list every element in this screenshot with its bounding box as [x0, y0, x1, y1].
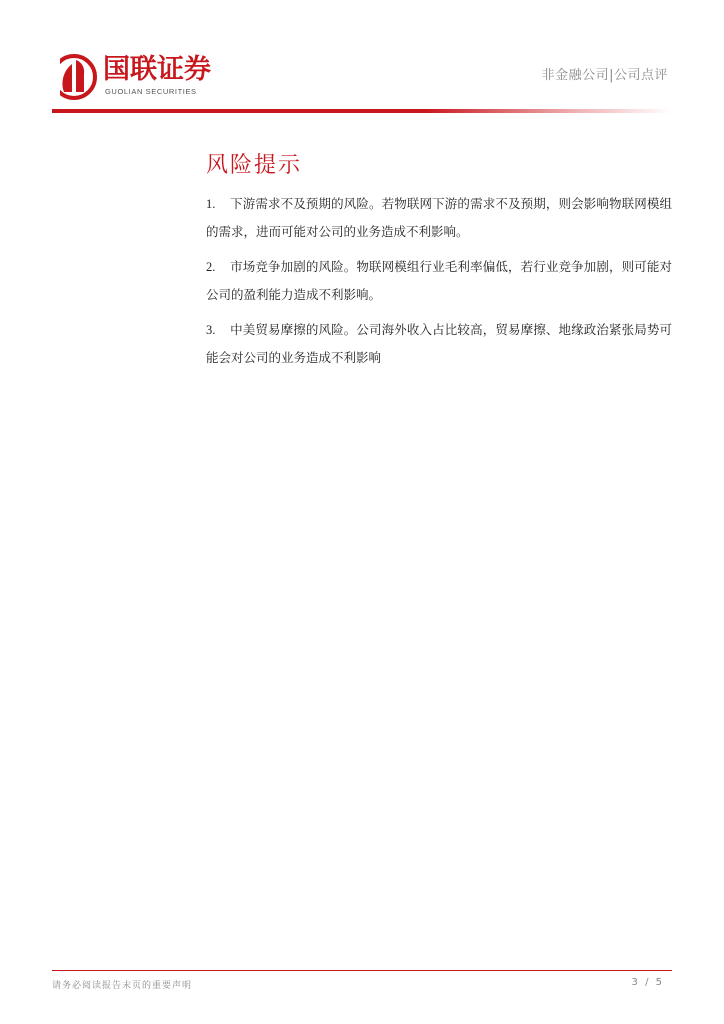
page-header [0, 0, 724, 120]
page-number: 3 / 5 [631, 977, 664, 988]
header-divider [52, 109, 672, 113]
logo-name-en: GUOLIAN SECURITIES [105, 87, 197, 96]
risk-item [206, 316, 672, 371]
risk-item-text: 市场竞争加剧的风险。物联网模组行业毛利率偏低，若行业竞争加剧，则可能对公司的盈利能力造成不利影响。 [206, 259, 672, 302]
risk-item-number: 2. [206, 260, 216, 274]
section-title: 风险提示 [206, 153, 303, 178]
risk-item-number: 1. [206, 197, 216, 211]
company-logo [50, 52, 240, 100]
risk-item-text: 下游需求不及预期的风险。若物联网下游的需求不及预期，则会影响物联网模组的需求，进而可能对公司的业务造成不利影响。 [206, 196, 672, 239]
footer-disclaimer: 请务必阅读报告末页的重要声明 [52, 981, 193, 991]
risk-item [206, 253, 672, 308]
risk-item-number: 3. [206, 323, 216, 337]
guolian-logo-icon [50, 52, 98, 100]
risk-list [206, 190, 672, 379]
footer-divider [52, 970, 672, 971]
risk-item-text: 中美贸易摩擦的风险。公司海外收入占比较高，贸易摩擦、地缘政治紧张局势可能会对公司的业务造成不利影响 [206, 322, 672, 365]
logo-name-cn: 国联证券 [103, 54, 211, 85]
risk-item [206, 190, 672, 245]
document-type: 非金融公司|公司点评 [541, 68, 668, 83]
